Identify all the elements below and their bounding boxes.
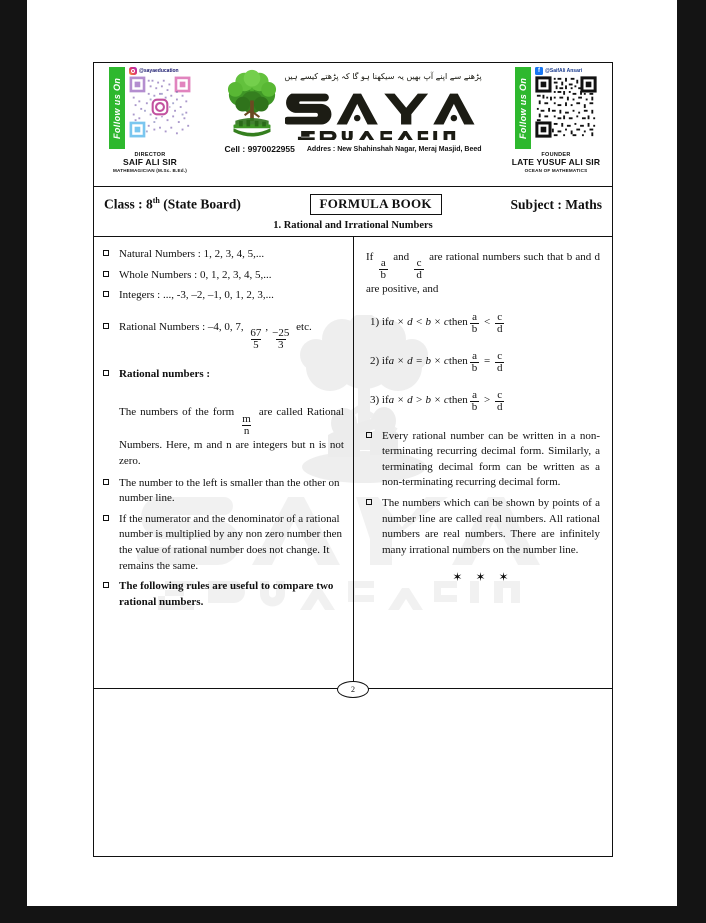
rule-3-right-fraction: $\frac{c}{d}$ [496,388,503,413]
rule-1-left-fraction: $\frac{a}{b}$ [471,310,478,335]
whole-numbers-text: Whole Numbers : 0, 1, 2, 3, 4, 5,... [119,268,272,281]
square-bullet-icon [103,271,119,284]
fraction-a-b: $\frac{a}{b}$ [380,257,387,282]
square-bullet-icon [103,323,119,351]
list-item [103,579,344,610]
rule-2-left-fraction: $\frac{a}{b}$ [471,349,478,374]
rational-definition [119,404,344,469]
rational-numbers-examples: Rational Numbers : –4, 0, 7, $\frac{67}{5}$ , $\frac{-25}{3}$ etc. [119,320,312,351]
rule-3-prefix: if [381,394,389,407]
fraction-c-d: $\frac{c}{d}$ [416,257,422,282]
director-qualification: MATHEMAGICIAN (M.Sc. B.Ed.) [113,167,187,173]
page-sheet [27,0,677,906]
class-suffix: (State Board) [159,196,241,212]
real-numbers-text: The numbers which can be shown by points of a number line are called real numbers. All rational numbers are real numbers. There are infinitely many irrational numbers on the number line. [382,496,600,556]
square-bullet-icon [103,515,119,574]
rule-2-index: 2) [370,355,380,368]
founder-role: FOUNDER [541,152,571,158]
rational-comparison-intro [366,249,600,298]
list-item [103,247,344,263]
rule-1-then: then [448,316,468,329]
follow-us-label-left: Follow us On [109,67,125,149]
rule-3-index: 3) [370,394,380,407]
square-bullet-icon [103,250,119,263]
tree-logo-icon [224,69,280,143]
content-area [94,237,612,689]
urdu-tagline: پڑھنے سے اپنے آپ بھیں یہ سیکھنا ہو گا کہ پڑھتے کیسے ہیں [284,72,482,81]
rational-prefix: Rational Numbers : –4, 0, 7, [119,320,247,333]
rule-1-operator: < [484,316,491,329]
intro-part-3: are rational numbers such that b and d are positive, and [366,251,600,296]
letterhead-header [94,63,612,187]
rule-1-condition: a × d < b × c [388,316,449,329]
logo-row [206,69,500,143]
chapter-title: 1. Rational and Irrational Numbers [273,220,433,231]
instagram-handle-text: @sayaeducation [139,68,179,74]
list-item [103,288,344,304]
list-item [103,512,344,574]
facebook-handle[interactable] [535,67,582,75]
left-smaller-rule-text: The number to the left is smaller than the other on number line. [119,476,340,505]
definition-part-2: are called Rational Numbers. Here, m and n are integers but n is not zero. [119,406,344,468]
comparison-rule-2 [370,351,600,374]
rule-1-index: 1) [370,316,380,329]
header-left-block [94,63,206,173]
rule-3-operator: > [484,394,491,407]
square-bullet-icon [103,291,119,304]
left-column [94,237,354,688]
intro-part-1: If [366,251,377,263]
list-item [103,320,344,351]
fraction-m-n: $\frac{m}{n}$ [242,412,251,437]
class-prefix: Class : 8 [104,196,153,212]
square-bullet-icon [366,432,382,491]
instagram-follow-row [109,67,191,149]
rule-3-condition: a × d > b × c [388,394,449,407]
list-item [366,496,600,558]
square-bullet-icon [366,499,382,558]
header-right-block [500,63,612,173]
director-name: SAIF ALI SIR [122,157,178,168]
rational-suffix: etc. [293,320,312,333]
brand-text-block [284,72,481,140]
facebook-qr-code[interactable] [535,76,597,138]
facebook-qr-wrap [535,67,597,138]
comparison-rule-3 [370,390,600,413]
facebook-handle-text: @SaifAli Ansari [545,68,583,74]
fraction-minus25-3: $\frac{-25}{3}$ [272,326,290,351]
right-column [354,237,612,688]
intro-part-2: and [390,251,413,263]
class-ordinal: th [152,196,160,206]
founder-block [512,152,600,173]
founder-name: LATE YUSUF ALI SIR [511,157,601,168]
square-bullet-icon [103,582,119,610]
page-number-badge: 2 [337,681,369,698]
document-frame [93,62,613,857]
formula-book-badge: FORMULA BOOK [310,194,442,215]
list-item [103,268,344,284]
cell-number: Cell : 9970022955 [224,144,295,154]
rule-2-operator: = [484,355,491,368]
director-role: DIRECTOR [134,152,166,158]
rule-2-prefix: if [381,355,389,368]
rule-2-then: then [448,355,468,368]
list-item [366,429,600,491]
square-bullet-icon [103,370,119,383]
instagram-qr-wrap [129,67,191,138]
instagram-handle[interactable] [129,67,179,75]
rule-1-right-fraction: $\frac{c}{d}$ [496,310,503,335]
contact-row [224,144,481,154]
rational-numbers-heading: Rational numbers : [119,367,211,380]
compare-rules-intro-text: The following rules are useful to compare two rational numbers. [119,580,334,608]
instagram-qr-code[interactable] [129,76,191,138]
list-item [103,367,344,383]
follow-us-label-right: Follow us On [515,67,531,149]
rule-3-then: then [448,394,468,407]
section-end-mark: ✶ ✶ ✶ [452,570,514,585]
saya-education-wordmark [285,82,481,140]
rule-3-left-fraction: $\frac{a}{b}$ [471,388,478,413]
rule-2-right-fraction: $\frac{c}{d}$ [496,349,503,374]
founder-title: OCEAN OF MATHEMATICS [524,167,588,173]
director-block [113,152,187,173]
multiply-rule-text: If the numerator and the denominator of a rational number is multiplied by any non zero number then the value of rational number does not change. It remains the same. [119,512,343,572]
class-label [104,196,241,213]
rule-1-prefix: if [381,316,389,329]
facebook-follow-row [515,67,597,149]
brand-block [206,63,500,154]
list-item [103,476,344,507]
subject-label: Subject : Maths [510,196,602,212]
integers-text: Integers : ..., -3, –2, –1, 0, 1, 2, 3,... [119,289,274,302]
instagram-icon [129,67,137,75]
natural-numbers-text: Natural Numbers : 1, 2, 3, 4, 5,... [119,248,265,260]
title-bar [94,187,612,237]
facebook-icon: f [535,67,543,75]
decimal-form-text: Every rational number can be written in a non-terminating recurring decimal form. Similarly, a terminating decimal form can be written as a non-terminating recurring decimal form. [382,429,600,489]
square-bullet-icon [103,479,119,507]
address-text: Addres : New Shahinshah Nagar, Meraj Masjid, Beed [306,145,482,153]
fraction-67-5: $\frac{67}{5}$ [250,326,262,351]
comparison-rule-1 [370,312,600,335]
rule-2-condition: a × d = b × c [388,355,449,368]
definition-part-1: The numbers of the form [119,406,239,419]
title-row [104,194,602,215]
